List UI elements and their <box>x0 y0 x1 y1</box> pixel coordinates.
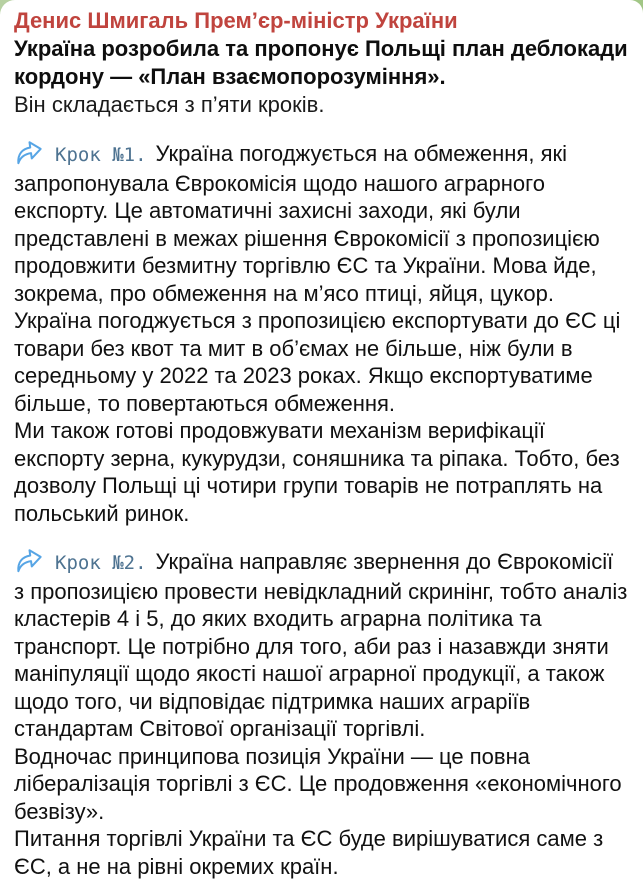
post-subtitle: Він складається з п’яти кроків. <box>14 92 325 117</box>
forward-arrow-icon <box>14 548 44 573</box>
step-2-paragraph-2: Водночас принципова позиція України — це повна лібералізація торгівлі з ЄС. Це продовження «економічного безвізу». <box>14 743 622 824</box>
step-1 <box>14 140 629 527</box>
channel-name[interactable]: Денис Шмигаль Прем’єр-міністр України <box>14 8 458 33</box>
step-2-lead <box>14 548 629 743</box>
forward-arrow-icon <box>14 140 44 165</box>
step-2 <box>14 548 629 880</box>
step-1-label: Крок №1. <box>55 144 147 166</box>
step-1-lead <box>14 140 629 307</box>
post-title: Україна розробила та пропонує Польщі план деблокади кордону — «План взаємопорозуміння». <box>14 36 628 89</box>
step-2-paragraph-3: Питання торгівлі України та ЄС буде вирішуватися саме з ЄС, а не на рівні окремих країн. <box>14 826 604 879</box>
step-1-paragraph-1: Україна погоджується на обмеження, які запропонувала Єврокомісія щодо нашого аграрного експорту. Це автоматичні захисні заходи, які були представлені в межах рішення Єврокомісії з пропозицією продовжити безмитну торгівлю ЄС та України. Мова йде, зокрема, про обмеження на м’ясо птиці, яйця, цукор. <box>14 141 600 306</box>
step-1-paragraph-3: Ми також готові продовжувати механізм верифікації експорту зерна, кукурудзи, соняшника та ріпака. Тобто, без дозволу Польщі ці чотири групи товарів не потраплять на польський ринок. <box>14 418 620 526</box>
step-2-paragraph-1: Україна направляє звернення до Єврокомісії з пропозицією провести невідкладний скринінг, тобто аналіз кластерів 4 і 5, до яких входить аграрна політика та транспорт. Це потрібно для того, аби раз і назавжди зняти маніпуляції щодо якості нашої аграрної продукції, а також щодо того, чи відповідає підтримка наших аграріїв стандартам Світової організації торгівлі. <box>14 549 628 741</box>
step-1-paragraph-2: Україна погоджується з пропозицією експортувати до ЄС ці товари без квот та мит в об’ємах не більше, ніж були в середньому у 2022 та 2023 роках. Якщо експортуватиме більше, то повертаються обмеження. <box>14 308 621 416</box>
step-2-label: Крок №2. <box>55 552 147 574</box>
